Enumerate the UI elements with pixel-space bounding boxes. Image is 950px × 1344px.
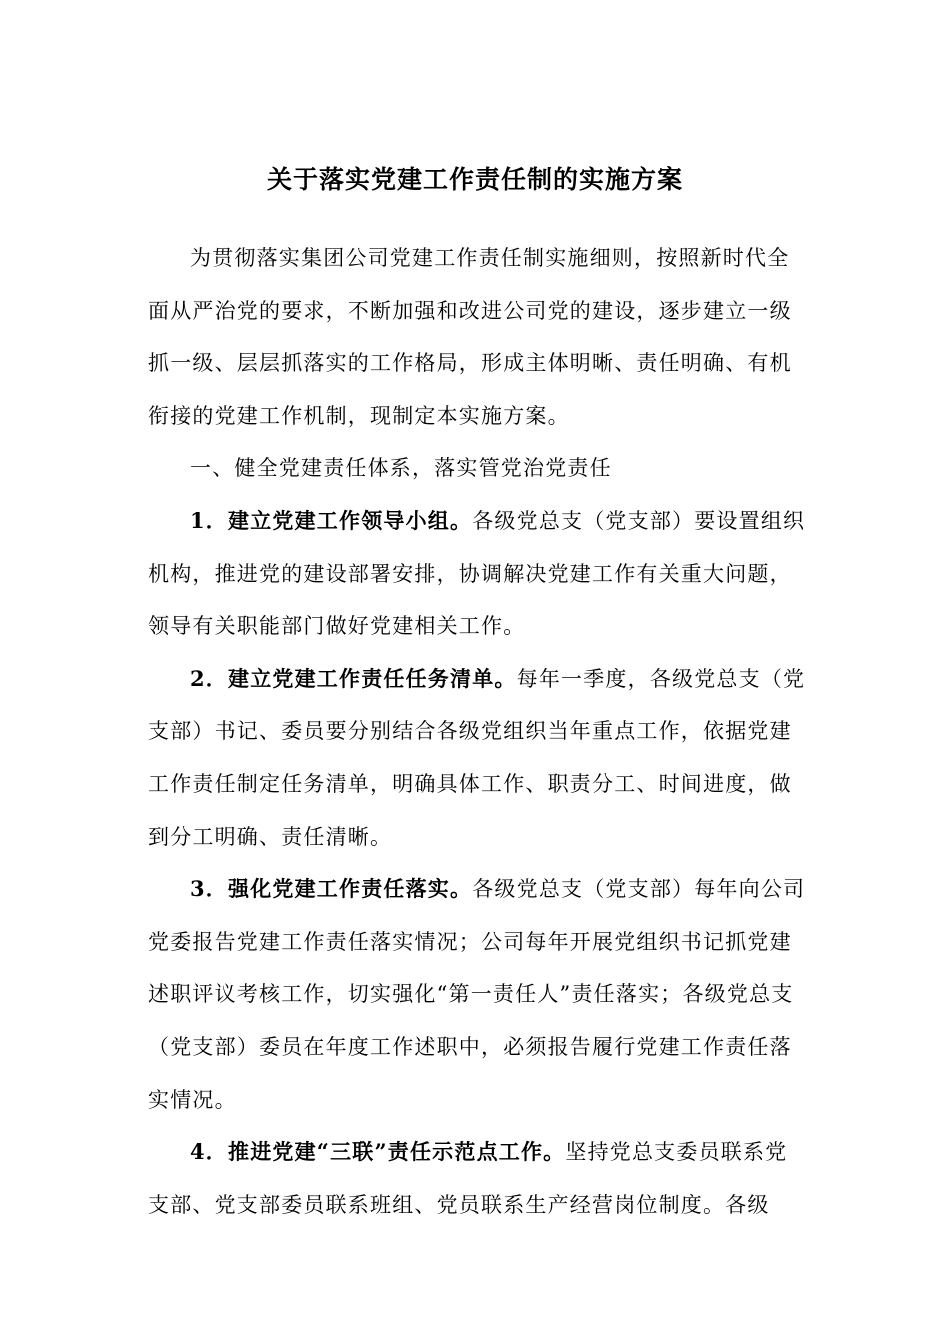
document-body xyxy=(148,232,808,1231)
list-item xyxy=(148,653,808,863)
item-lead: 1．建立党建工作领导小组。 xyxy=(190,507,473,533)
list-item xyxy=(148,863,808,1126)
section-heading: 一、健全党建责任体系，落实管党治党责任 xyxy=(190,456,612,481)
item-lead: 4．推进党建“三联”责任示范点工作。 xyxy=(190,1139,566,1165)
intro-paragraph: 为贯彻落实集团公司党建工作责任制实施细则，按照新时代全面从严治党的要求，不断加强和改进公司党的建设，逐步建立一级抓一级、层层抓落实的工作格局，形成主体明晰、责任明确、有机衔接的党建工作机制，现制定本实施方案。 xyxy=(148,246,792,428)
item-text: 各级党总支（党支部）要设置组织机构，推进党的建设部署安排，协调解决党建工作有关重大问题，领导有关职能部门做好党建相关工作。 xyxy=(148,508,806,639)
item-text: 各级党总支（党支部）每年向公司党委报告党建工作责任落实情况；公司每年开展党组织书记抓党建述职评议考核工作，切实强化“第一责任人”责任落实；各级党总支（党支部）委员在年度工作述职中，必须报告履行党建工作责任落实情况。 xyxy=(148,877,806,1112)
item-lead: 3．强化党建工作责任落实。 xyxy=(190,876,473,902)
list-item xyxy=(148,495,808,653)
item-text: 坚持党总支委员联系党支部、党支部委员联系班组、党员联系生产经营岗位制度。各级 xyxy=(148,1140,788,1217)
item-text: 每年一季度，各级党总支（党支部）书记、委员要分别结合各级党组织当年重点工作，依据党建工作责任制定任务清单，明确具体工作、职责分工、时间进度，做到分工明确、责任清晰。 xyxy=(148,666,806,849)
document-title: 关于落实党建工作责任制的实施方案 xyxy=(266,165,683,194)
item-lead: 2．建立党建工作责任任务清单。 xyxy=(190,665,517,691)
list-item xyxy=(148,1126,808,1231)
